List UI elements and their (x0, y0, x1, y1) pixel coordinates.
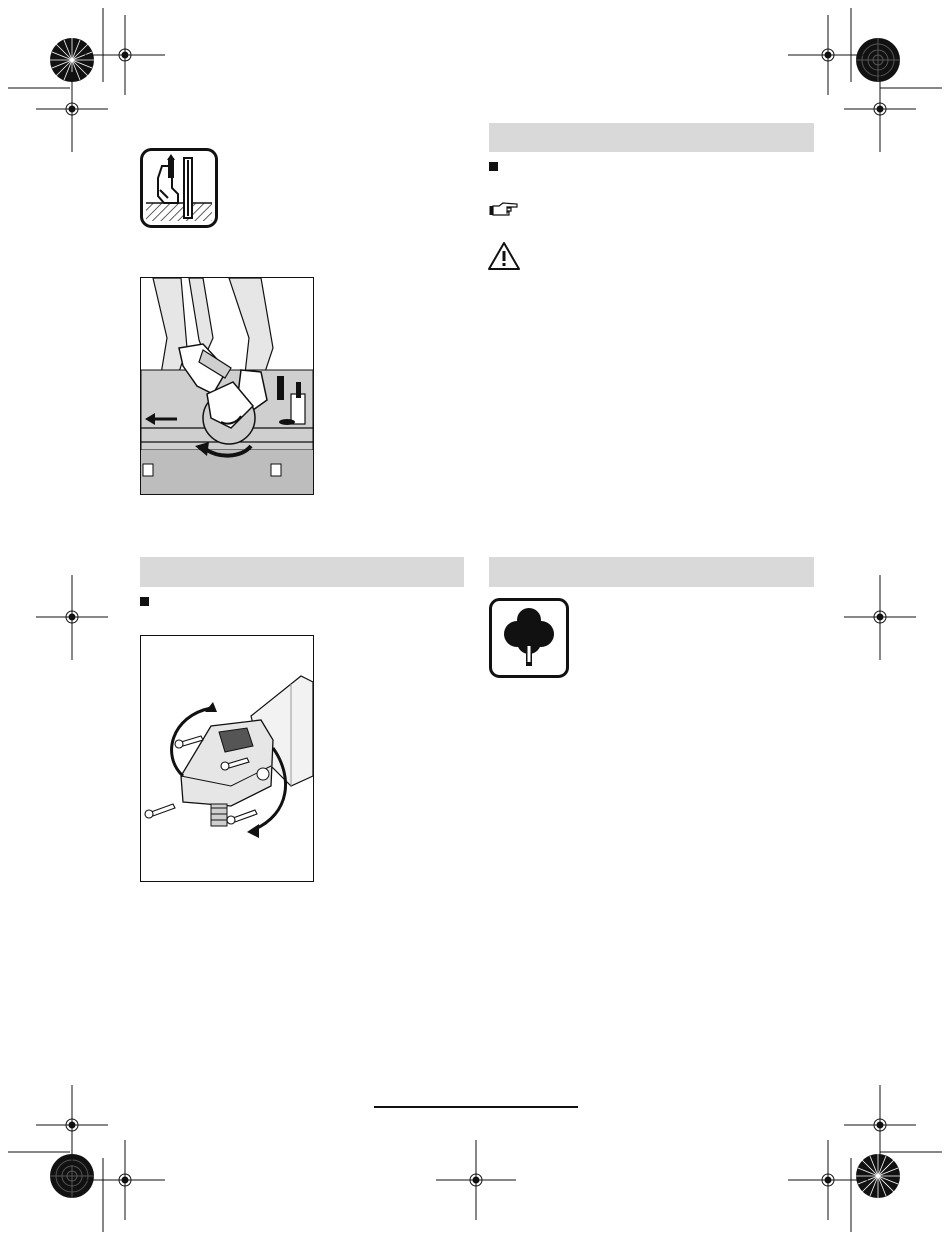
bullet-marker (140, 597, 149, 606)
starburst-top-left-icon (50, 38, 94, 82)
gear-head-rotation-illustration (140, 635, 314, 882)
starburst-top-right-icon (856, 38, 900, 82)
section-heading-bar (489, 557, 814, 587)
section-heading-bar (140, 557, 464, 587)
bullet-marker (489, 162, 498, 171)
section-heading-bar (489, 123, 814, 152)
starburst-bottom-left-icon (50, 1154, 94, 1198)
grinder-cutting-illustration (140, 277, 314, 495)
footer-rule (374, 1106, 578, 1108)
tree-recycling-icon (489, 598, 569, 678)
pointing-hand-icon (489, 202, 519, 218)
starburst-bottom-right-icon (856, 1154, 900, 1198)
warning-triangle-icon (487, 241, 521, 271)
cutting-hazard-pictogram (140, 148, 218, 228)
